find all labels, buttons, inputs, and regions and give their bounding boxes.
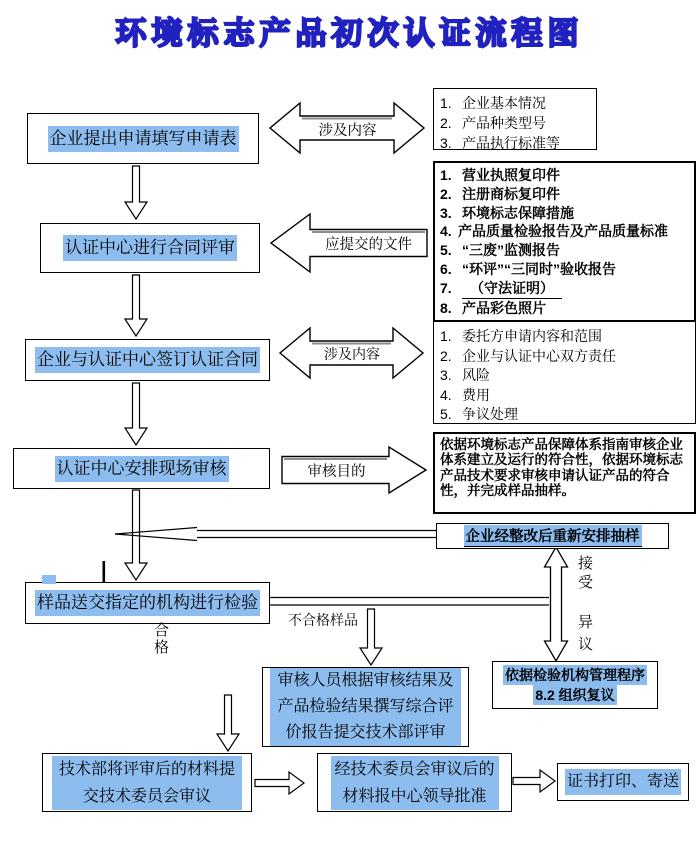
list-item: 7. （守法证明）: [440, 279, 692, 299]
list-item: 2. 企业与认证中心双方责任: [440, 347, 616, 364]
down-arrow-1: [125, 166, 147, 219]
list-item: 1. 企业基本情况: [440, 95, 546, 111]
highlight-artifact: [42, 575, 56, 584]
label-pass: 合格: [152, 622, 169, 656]
label-audit-purpose: 审核目的: [307, 464, 366, 480]
flow-box-sign-contract-label: 企业与认证中心签订认证合同: [35, 347, 260, 373]
list-item: 1. 委托方申请内容和范围: [440, 328, 602, 344]
flow-box-contract-review-label: 认证中心进行合同评审: [63, 235, 237, 261]
flow-box-sample-test: [25, 582, 270, 624]
info-box-application-content: [433, 88, 597, 150]
flow-box-tech-dept-label: 技术部将评审后的材料提交技术委员会审议: [52, 756, 242, 810]
list-item: 6. “环评”“三同时”验收报告: [440, 260, 616, 277]
box-rearrange-sampling: [436, 523, 669, 549]
list-item: 8. 产品彩色照片: [440, 299, 546, 316]
flow-box-report: [262, 667, 469, 747]
info-box-audit-basis: [433, 432, 696, 514]
list-item: 3. 风险: [440, 367, 490, 383]
flow-box-site-audit-label: 认证中心安排现场审核: [55, 456, 229, 482]
list-item: 5. 争议处理: [440, 406, 518, 422]
list-item: 3. 产品执行标准等: [440, 135, 560, 151]
flow-box-certificate: [557, 763, 689, 801]
flow-box-sample-test-label: 样品送交指定的机构进行检验: [35, 590, 260, 616]
flow-box-committee-label: 经技术委员会审议后的材料报中心领导批准: [331, 756, 499, 810]
tick-mark: [103, 561, 106, 583]
list-item: 3. 环境标志保障措施: [440, 204, 574, 221]
flow-box-apply-label: 企业提出申请填写申请表: [48, 126, 239, 152]
list-item: 4. 产品质量检验报告及产品质量标准: [440, 223, 668, 240]
flow-box-report-label: 审核人员根据审核结果及产品检验结果撰写综合评价报告提交技术部评审: [270, 668, 461, 746]
box-inspection-review-line1: 依据检验机构管理程序: [505, 667, 645, 683]
list-item: 1. 营业执照复印件: [440, 167, 560, 183]
flow-box-tech-dept: [42, 753, 252, 812]
list-item: 4. 费用: [440, 386, 490, 403]
info-box-documents: [433, 161, 696, 322]
list-item: 2. 产品种类型号: [440, 115, 546, 131]
down-arrow-2: [125, 275, 147, 336]
audit-basis-text: 依据环境标志产品保障体系指南审核企业体系建立及运行的符合性，依据环境标志产品技术要求审核申请认证产品的符合性，并完成样品抽样。: [440, 437, 683, 499]
connector-sample-to-review: [268, 598, 549, 606]
label-accept: 接受: [576, 555, 593, 593]
list-item: 2. 注册商标复印件: [440, 185, 560, 202]
list-item: 5. “三废”监测报告: [440, 242, 560, 259]
label-objection: 异议: [576, 614, 593, 658]
flow-box-sign-contract: [25, 339, 270, 381]
label-involve-content-2: 涉及内容: [324, 346, 380, 362]
right-arrow-to-committee: [255, 772, 304, 794]
info-box-contract-content: [433, 321, 696, 424]
flow-box-site-audit: [13, 448, 270, 489]
box-inspection-review: [492, 661, 658, 709]
label-involve-content-1: 涉及内容: [318, 123, 377, 139]
box-inspection-review-line2: 8.2 组织复议: [535, 687, 615, 703]
flow-box-committee: [317, 753, 512, 812]
label-submit-docs: 应提交的文件: [325, 237, 412, 253]
box-rearrange-sampling-label: 企业经整改后重新安排抽样: [464, 525, 642, 547]
down-arrow-3: [125, 383, 147, 445]
page-title: 环境标志产品初次认证流程图: [115, 16, 584, 51]
down-arrow-pass: [217, 695, 239, 751]
connector-rearrange-return: [115, 528, 437, 541]
flow-box-apply: [27, 113, 259, 164]
double-arrow-accept-objection: [545, 547, 568, 661]
label-fail-sample: 不合格样品: [288, 612, 358, 628]
flow-box-certificate-label: 证书打印、寄送: [565, 769, 681, 795]
right-arrow-to-certificate: [513, 770, 555, 792]
flow-box-contract-review: [40, 223, 260, 273]
